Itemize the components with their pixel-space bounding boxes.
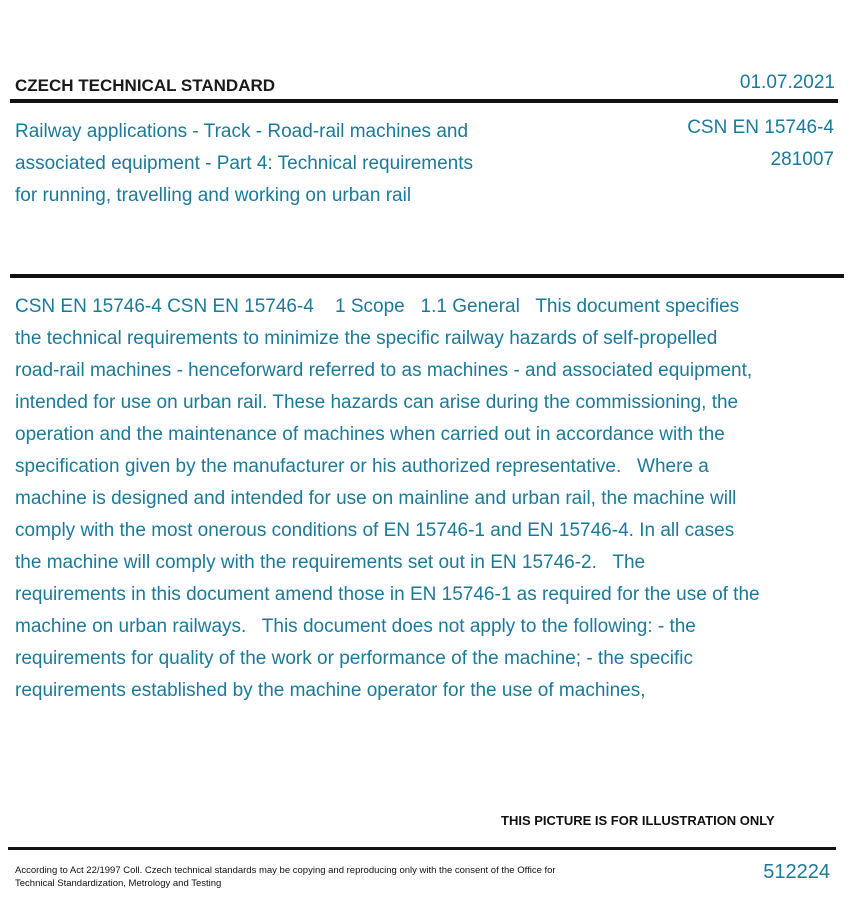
footer-divider <box>8 847 836 850</box>
standard-number: CSN EN 15746-4 <box>687 117 834 138</box>
illustration-notice: THIS PICTURE IS FOR ILLUSTRATION ONLY <box>501 813 775 828</box>
document-title: Railway applications - Track - Road-rail machines and associated equipment - Part 4: Technical requirements for running, travelling and working on urban rail <box>15 121 474 206</box>
header-title: CZECH TECHNICAL STANDARD <box>15 76 276 95</box>
standard-classification: 281007 <box>770 149 834 170</box>
footer-number: 512224 <box>763 861 830 883</box>
header-divider <box>10 99 838 103</box>
header-date: 01.07.2021 <box>739 72 835 93</box>
legal-notice: According to Act 22/1997 Coll. Czech technical standards may be copying and reproducing only with the consent of the Office for Technical Standardization, Metrology and Testing <box>15 865 556 889</box>
document-body: CSN EN 15746-4 CSN EN 15746-4 1 Scope 1.1 General This document specifies the technical requirements to minimize the specific railway hazards of self-propelled road-rail machines - henceforward referred to as machines - and associated equipment, intended for use on urban rail. These hazards can arise during the commissioning, the operation and the maintenance of machines when carried out in accordance with the specification given by the manufacturer or his authorized representative. Where a machine is designed and intended for use on mainline and urban rail, the machine will comply with the most onerous conditions of EN 15746-1 and EN 15746-4. In all cases the machine will comply with the requirements set out in EN 15746-2. The requirements in this document amend those in EN 15746-1 as required for the use of the machine on urban railways. This document does not apply to the following: - the requirements for quality of the work or performance of the machine; - the specific requirements established by the machine operator for the use of machines, <box>15 296 765 701</box>
title-divider <box>10 274 844 278</box>
